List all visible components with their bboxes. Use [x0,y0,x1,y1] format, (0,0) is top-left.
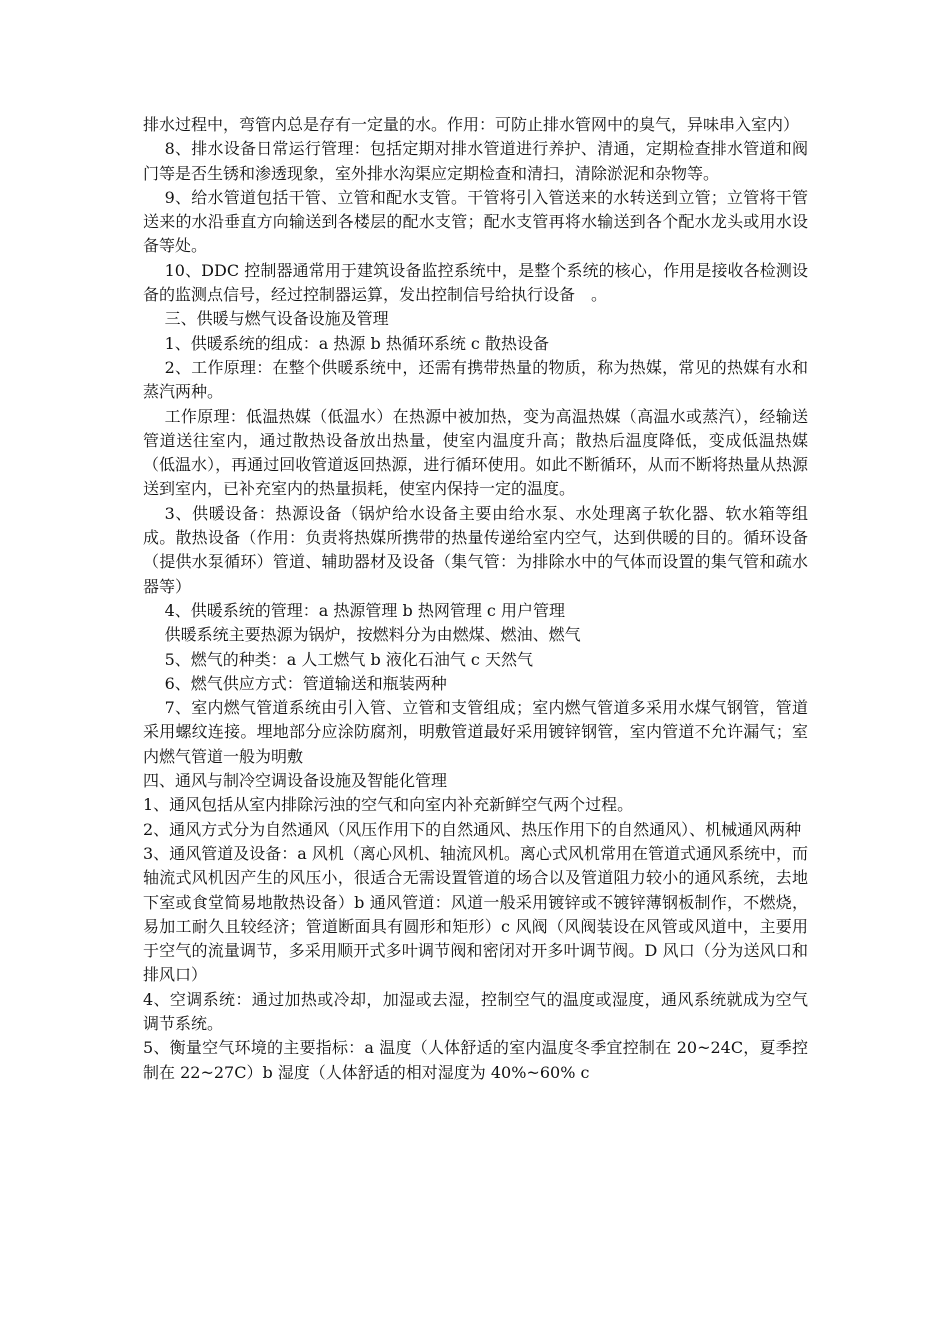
paragraph-gas-item-6: 6、燃气供应方式：管道输送和瓶装两种 [164,673,447,693]
section-heading-ventilation: 四、通风与制冷空调设备设施及智能化管理 [143,771,448,791]
paragraph-heat-source-note: 供暖系统主要热源为锅炉，按燃料分为由燃煤、燃油、燃气 [164,625,581,645]
paragraph-ventilation-item-3: 3、通风管道及设备：a 风机（离心风机、轴流风机。离心式风机常用在管道式通风系统中，而轴流式风机因产生的风压小，很适合无需设置管道的场合以及管道阻力较小的通风系统，去地下室或食堂简易地散热设备）b 通风管道：风道一般采用镀锌或不镀锌薄钢板制作，不燃烧，易加工耐久且较经济；管道断面具有圆形和矩形）c 风阀（风阀装设在风管或风道中，主要用于空气的流量调节，多采用顺开式多叶调节阀和密闭对开多叶调节阀。D 风口（分为送风口和排风口） [143,843,808,985]
paragraph-item-9: 9、给水管道包括干管、立管和配水支管。干管将引入管送来的水转送到立管；立管将干管送来的水沿垂直方向输送到各楼层的配水支管；配水支管再将水输送到各个配水龙头或用水设备等处。 [143,187,808,256]
paragraph-ventilation-item-1: 1、通风包括从室内排除污浊的空气和向室内补充新鲜空气两个过程。 [143,795,634,815]
paragraph-ventilation-item-4: 4、空调系统：通过加热或冷却，加湿或去湿，控制空气的温度或湿度，通风系统就成为空气调节系统。 [143,989,808,1033]
paragraph-heating-item-2: 2、工作原理：在整个供暖系统中，还需有携带热量的物质，称为热媒，常见的热媒有水和蒸汽两种。 [143,357,808,402]
paragraph-gas-item-5: 5、燃气的种类：a 人工燃气 b 液化石油气 c 天然气 [164,649,533,669]
paragraph-heating-item-3: 3、供暖设备：热源设备（锅炉给水设备主要由给水泵、水处理离子软化器、软水箱等组成。散热设备（作用：负责将热媒所携带的热量传递给室内空气，达到供暖的目的。循环设备（提供水泵循环）管道、辅助器材及设备（集气管：为排除水中的气体而设置的集气管和疏水器等） [143,503,808,596]
paragraph-ventilation-item-5: 5、衡量空气环境的主要指标：a 温度（人体舒适的室内温度冬季宜控制在 20~24C，夏季控制在 22~27C）b 湿度（人体舒适的相对湿度为 40%~60% c [143,1038,808,1082]
paragraph-heating-item-1: 1、供暖系统的组成：a 热源 b 热循环系统 c 散热设备 [164,333,549,353]
paragraph-item-10: 10、DDC 控制器通常用于建筑设备监控系统中，是整个系统的核心，作用是接收各检测设备的监测点信号，经过控制器运算，发出控制信号给执行设备 。 [143,260,808,305]
paragraph-drainage-trap-continued: 排水过程中，弯管内总是存有一定量的水。作用：可防止排水管网中的臭气，异味串入室内） [143,115,800,134]
paragraph-item-8: 8、排水设备日常运行管理：包括定期对排水管道进行养护、清通，定期检查排水管道和阀门等是否生锈和渗透现象，室外排水沟渠应定期检查和清扫，清除淤泥和杂物等。 [143,139,808,183]
paragraph-ventilation-item-2: 2、通风方式分为自然通风（风压作用下的自然通风、热压作用下的自然通风）、机械通风两种 [143,819,802,839]
paragraph-working-principle: 工作原理：低温热媒（低温水）在热源中被加热，变为高温热媒（高温水或蒸汽），经输送管道送往室内，通过散热设备放出热量，使室内温度升高；散热后温度降低，变成低温热媒（低温水），再通过回收管道返回热源，进行循环使用。如此不断循环，从而不断将热量从热源送到室内，已补充室内的热量损耗，使室内保持一定的温度。 [143,406,808,499]
paragraph-gas-item-7: 7、室内燃气管道系统由引入管、立管和支管组成；室内燃气管道多采用水煤气钢管，管道采用螺纹连接。埋地部分应涂防腐剂，明敷管道最好采用镀锌钢管，室内管道不允许漏气；室内燃气管道一般为明敷 [143,698,808,766]
paragraph-heating-item-4: 4、供暖系统的管理：a 热源管理 b 热网管理 c 用户管理 [164,600,565,620]
section-heading-heating-gas: 三、供暖与燃气设备设施及管理 [164,309,389,329]
document-page [143,113,808,1085]
